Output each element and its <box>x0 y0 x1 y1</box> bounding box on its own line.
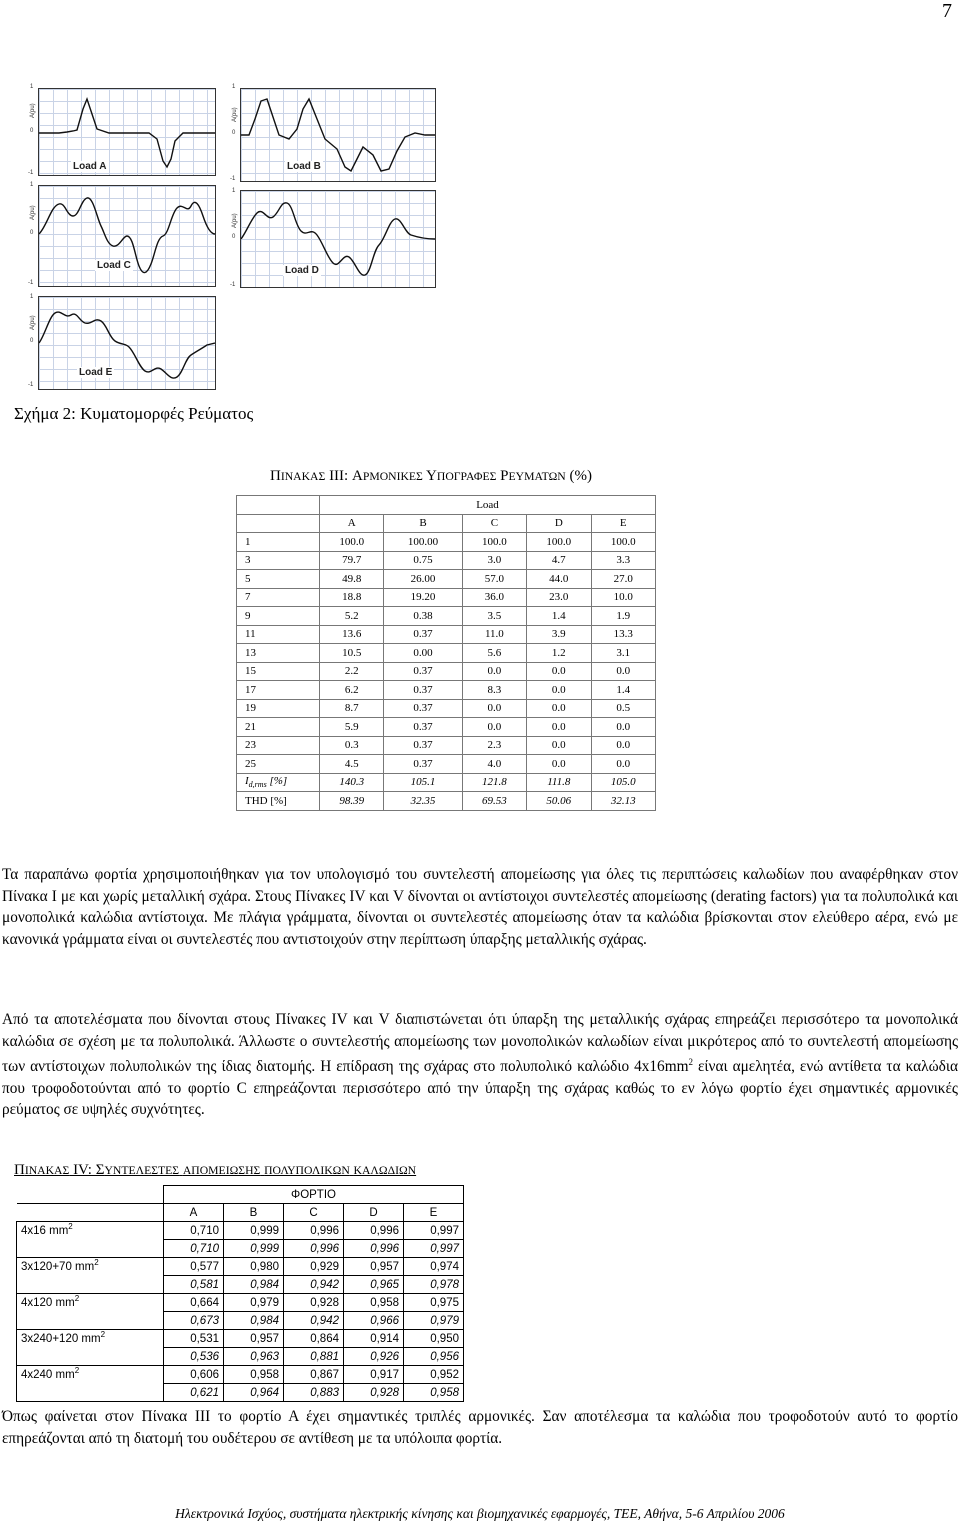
table3-col-c: C <box>462 514 526 533</box>
table-cell: 0.0 <box>527 662 591 681</box>
table-cell: 0,710 <box>164 1222 224 1240</box>
table-cell: 0,996 <box>284 1222 344 1240</box>
table-cell: 5.6 <box>462 644 526 663</box>
table-cell: 100.0 <box>527 533 591 552</box>
table-cell: 0,621 <box>164 1384 224 1402</box>
table3-group-header: Load <box>320 496 656 515</box>
table-cell: 13.6 <box>320 625 384 644</box>
harmonic-order: 9 <box>237 607 320 626</box>
table-cell: 10.5 <box>320 644 384 663</box>
table-cell: 1.4 <box>591 681 655 700</box>
table-cell: 0,957 <box>344 1258 404 1276</box>
table4-col-d: D <box>344 1204 404 1222</box>
ylabel-load-d: A(pu) <box>232 213 238 228</box>
tick-load-e-mid: 0 <box>30 338 34 344</box>
waveform-load-c <box>39 186 215 286</box>
table-cell: 0,864 <box>284 1330 344 1348</box>
table-cell: 0,978 <box>404 1276 464 1294</box>
table-row <box>17 1330 464 1348</box>
table-cell: 0,996 <box>344 1240 404 1258</box>
table-cell: 140.3 <box>320 773 384 792</box>
tick-load-e-top: 1 <box>30 294 34 300</box>
table-cell: 0.37 <box>384 662 462 681</box>
tick-load-c-bottom: -1 <box>28 280 34 286</box>
table-cell: 36.0 <box>462 588 526 607</box>
table4-col-e: E <box>404 1204 464 1222</box>
table-cell: 0,963 <box>224 1348 284 1366</box>
table-cell: 0.0 <box>527 718 591 737</box>
derating-table <box>16 1185 464 1402</box>
table-cell: 0,974 <box>404 1258 464 1276</box>
table-cell: 69.53 <box>462 792 526 811</box>
tick-load-b-mid: 0 <box>232 130 236 136</box>
table-cell: 44.0 <box>527 570 591 589</box>
ylabel-load-a: A(pu) <box>30 103 36 118</box>
table-cell: 1.9 <box>591 607 655 626</box>
table-row <box>17 1294 464 1312</box>
table-cell: 0,958 <box>224 1366 284 1384</box>
waveform-load-d <box>241 191 435 287</box>
tick-load-a-top: 1 <box>30 84 34 90</box>
table-cell: 3.5 <box>462 607 526 626</box>
table-cell: 0,957 <box>224 1330 284 1348</box>
table-cell: 19.20 <box>384 588 462 607</box>
table-cell: 4.7 <box>527 551 591 570</box>
waveform-plot-load-e <box>38 296 216 390</box>
table3-ids-label: $I_{d,rms}$ [%] <box>237 773 320 792</box>
table3-column-header-row <box>237 514 656 533</box>
table-cell: 26.00 <box>384 570 462 589</box>
table-cell: 0,966 <box>344 1312 404 1330</box>
table-cell: 0.0 <box>527 699 591 718</box>
table-cell: 1.4 <box>527 607 591 626</box>
paragraph-2: Από τα αποτελέσματα που δίνονται στους Πίνακες IV και V διαπιστώνεται ότι ύπαρξη της μεταλλικής σχάρας επηρεάζει περισσότερο τα μονοπολικά καλώδια σε σχέση με τα πολυπολικά. Άλλωστε ο συντελεστής απομείωσης των μονοπολικών καλωδίων είναι μικρότερος από το συντελεστή απομείωσης των αντίστοιχων πολυπολικών της ίδιας διατομής. Η επίδραση της σχάρας στο πολυπολικό καλώδιο $4x16mm^2$ είναι αμελητέα, ενώ αντίθετα τα καλώδια που τροφοδοτούνται από το φορτίο C επηρεάζονται περισσότερο από την ύπαρξη της σχάρας καθώς το εν λόγω φορτίο έχει σημαντικές αρμονικές ρεύματος σε υψηλές συχνότητες. <box>2 1011 959 1119</box>
table-cell: 32.35 <box>384 792 462 811</box>
tick-load-d-top: 1 <box>232 188 236 194</box>
table-cell: 0,883 <box>284 1384 344 1402</box>
table3-thd-row <box>237 792 656 811</box>
table-cell: 0,531 <box>164 1330 224 1348</box>
ylabel-load-e: A(pu) <box>30 315 36 330</box>
table-row <box>237 625 656 644</box>
harmonic-order: 15 <box>237 662 320 681</box>
table-cell: 98.39 <box>320 792 384 811</box>
waveform-load-b <box>241 89 435 181</box>
table-row <box>237 551 656 570</box>
ylabel-load-b: A(pu) <box>232 107 238 122</box>
table-cell: 111.8 <box>527 773 591 792</box>
cable-label: 4x120 $mm^2$ <box>17 1294 164 1330</box>
table-cell: 2.3 <box>462 736 526 755</box>
tick-load-d-mid: 0 <box>232 234 236 240</box>
harmonic-order: 3 <box>237 551 320 570</box>
table3-ids-row <box>237 773 656 792</box>
table-cell: 4.5 <box>320 755 384 774</box>
table-cell: 100.0 <box>320 533 384 552</box>
table-cell: 27.0 <box>591 570 655 589</box>
table-cell: 8.7 <box>320 699 384 718</box>
table-cell: 5.2 <box>320 607 384 626</box>
harmonic-order: 23 <box>237 736 320 755</box>
table-cell: 23.0 <box>527 588 591 607</box>
table-row <box>237 588 656 607</box>
tick-load-c-mid: 0 <box>30 230 34 236</box>
table-cell: 3.3 <box>591 551 655 570</box>
tick-load-e-bottom: -1 <box>28 382 34 388</box>
table-cell: 0.0 <box>591 736 655 755</box>
table-cell: 0,710 <box>164 1240 224 1258</box>
tick-load-c-top: 1 <box>30 182 34 188</box>
table-cell: 0,996 <box>284 1240 344 1258</box>
table4-col-a: A <box>164 1204 224 1222</box>
table-cell: 4.0 <box>462 755 526 774</box>
table-row <box>237 736 656 755</box>
table-cell: 105.1 <box>384 773 462 792</box>
table-cell: 0,956 <box>404 1348 464 1366</box>
table-cell: 3.9 <box>527 625 591 644</box>
table-cell: 0.0 <box>527 755 591 774</box>
waveform-plot-load-a <box>38 88 216 176</box>
table-cell: 0,979 <box>404 1312 464 1330</box>
table-cell: 0,997 <box>404 1240 464 1258</box>
table-cell: 49.8 <box>320 570 384 589</box>
table3-col-e: E <box>591 514 655 533</box>
table-row <box>17 1258 464 1276</box>
table-cell: 0.0 <box>462 699 526 718</box>
cable-label: 3x120+70 $mm^2$ <box>17 1258 164 1294</box>
table-cell: 0.37 <box>384 755 462 774</box>
harmonic-order: 17 <box>237 681 320 700</box>
table-cell: 0,673 <box>164 1312 224 1330</box>
table-cell: 0,999 <box>224 1222 284 1240</box>
table-cell: 50.06 <box>527 792 591 811</box>
table3-thd-label: THD [%] <box>237 792 320 811</box>
table-cell: 0,867 <box>284 1366 344 1384</box>
table-cell: 32.13 <box>591 792 655 811</box>
table-cell: 0.0 <box>591 755 655 774</box>
table-cell: 0.0 <box>462 662 526 681</box>
figure-caption: Σχήμα 2: Κυματομορφές Ρεύματος <box>14 404 254 423</box>
table-cell: 0,928 <box>284 1294 344 1312</box>
table-cell: 2.2 <box>320 662 384 681</box>
table-cell: 0,942 <box>284 1312 344 1330</box>
table-cell: 100.0 <box>462 533 526 552</box>
harmonic-order: 11 <box>237 625 320 644</box>
table-row <box>237 607 656 626</box>
table-cell: 0,926 <box>344 1348 404 1366</box>
plot-label-load-c: Load C <box>97 260 131 271</box>
paragraph-3: Όπως φαίνεται στον Πίνακα ΙΙΙ το φορτίο Α έχει σημαντικές τριπλές αρμονικές. Σαν αποτέλεσμα τα καλώδια που τροφοδοτούν αυτό το φορτίο επηρεάζονται από τη διατομή του ουδέτερου σε αντίθεση με τα υπόλοιπα φορτία. <box>2 1408 958 1447</box>
table-cell: 0.37 <box>384 699 462 718</box>
table-cell: 0.37 <box>384 681 462 700</box>
table-cell: 79.7 <box>320 551 384 570</box>
table-cell: 0.0 <box>591 718 655 737</box>
table4-title: ΠΙΝΑΚΑΣ IV: ΣΥΝΤΕΛΕΣΤΕΣ ΑΠΟΜΕΙΩΣΗΣ ΠΟΛΥΠΟΛΙΚΩΝ ΚΑΛΩΔΙΩΝ <box>14 1162 417 1178</box>
table-cell: 6.2 <box>320 681 384 700</box>
table-cell: 0.5 <box>591 699 655 718</box>
table3-col-d: D <box>527 514 591 533</box>
table-cell: 0,984 <box>224 1276 284 1294</box>
table-cell: 105.0 <box>591 773 655 792</box>
table-cell: 3.0 <box>462 551 526 570</box>
table-cell: 0,996 <box>344 1222 404 1240</box>
table3-title: ΠΙΝΑΚΑΣ III: ΑΡΜΟΝΙΚΕΣ ΥΠΟΓΡΑΦΕΣ ΡΕΥΜΑΤΩΝ (%) <box>270 468 592 484</box>
tick-load-b-bottom: -1 <box>230 176 236 182</box>
page-footer: Ηλεκτρονικά Ισχύος, συστήματα ηλεκτρικής κίνησης και βιομηχανικές εφαρμογές, ΤΕΕ, Αθήνα, 5-6 Απριλίου 2006 <box>175 1506 785 1521</box>
table-row <box>17 1366 464 1384</box>
tick-load-a-mid: 0 <box>30 128 34 134</box>
table-cell: 0.3 <box>320 736 384 755</box>
table-row <box>237 533 656 552</box>
table-row <box>237 699 656 718</box>
harmonic-order: 19 <box>237 699 320 718</box>
table-cell: 0.37 <box>384 718 462 737</box>
table-cell: 8.3 <box>462 681 526 700</box>
table-cell: 3.1 <box>591 644 655 663</box>
table-cell: 0,999 <box>224 1240 284 1258</box>
table-cell: 1.2 <box>527 644 591 663</box>
table-cell: 0.37 <box>384 736 462 755</box>
plot-label-load-d: Load D <box>285 265 319 276</box>
table4-column-header-row <box>17 1204 464 1222</box>
table3-col-b: B <box>384 514 462 533</box>
table-cell: 0,980 <box>224 1258 284 1276</box>
tick-load-b-top: 1 <box>232 84 236 90</box>
plot-label-load-e: Load E <box>79 367 113 378</box>
table-cell: 0,942 <box>284 1276 344 1294</box>
table-cell: 0.75 <box>384 551 462 570</box>
table-row <box>17 1222 464 1240</box>
table-row <box>237 755 656 774</box>
table-cell: 57.0 <box>462 570 526 589</box>
harmonics-table <box>236 495 656 811</box>
table4-group-header: ΦΟΡΤΙΟ <box>164 1186 464 1204</box>
table-cell: 5.9 <box>320 718 384 737</box>
tick-load-d-bottom: -1 <box>230 282 236 288</box>
table4-group-header-row <box>17 1186 464 1204</box>
table-cell: 0.0 <box>527 681 591 700</box>
table-cell: 0,664 <box>164 1294 224 1312</box>
waveform-plot-load-d <box>240 190 436 288</box>
table-cell: 0.37 <box>384 625 462 644</box>
tick-load-a-bottom: -1 <box>28 170 34 176</box>
waveform-load-e <box>39 297 215 389</box>
table-cell: 0,606 <box>164 1366 224 1384</box>
ylabel-load-c: A(pu) <box>30 205 36 220</box>
table-cell: 0,958 <box>344 1294 404 1312</box>
harmonic-order: 25 <box>237 755 320 774</box>
table-row <box>237 644 656 663</box>
table-cell: 0,997 <box>404 1222 464 1240</box>
table-cell: 100.00 <box>384 533 462 552</box>
table-row <box>237 718 656 737</box>
table-cell: 0,952 <box>404 1366 464 1384</box>
table-cell: 0.0 <box>591 662 655 681</box>
harmonic-order: 21 <box>237 718 320 737</box>
table-cell: 0,950 <box>404 1330 464 1348</box>
table-cell: 0,975 <box>404 1294 464 1312</box>
table-cell: 10.0 <box>591 588 655 607</box>
waveform-plot-load-b <box>240 88 436 182</box>
cable-label: 4x16 $mm^2$ <box>17 1222 164 1258</box>
table-cell: 0,929 <box>284 1258 344 1276</box>
harmonic-order: 1 <box>237 533 320 552</box>
waveform-plot-load-c <box>38 185 216 287</box>
table-cell: 0,536 <box>164 1348 224 1366</box>
table-cell: 0,984 <box>224 1312 284 1330</box>
table-cell: 0,958 <box>404 1384 464 1402</box>
waveform-load-a <box>39 89 215 175</box>
table-cell: 0.00 <box>384 644 462 663</box>
cable-label: 3x240+120 $mm^2$ <box>17 1330 164 1366</box>
table4-col-b: B <box>224 1204 284 1222</box>
table-cell: 0,881 <box>284 1348 344 1366</box>
table-cell: 13.3 <box>591 625 655 644</box>
table-cell: 121.8 <box>462 773 526 792</box>
harmonic-order: 5 <box>237 570 320 589</box>
table-cell: 0,979 <box>224 1294 284 1312</box>
table-cell: 0,914 <box>344 1330 404 1348</box>
table-cell: 0,964 <box>224 1384 284 1402</box>
table-cell: 11.0 <box>462 625 526 644</box>
table-cell: 0,577 <box>164 1258 224 1276</box>
table-cell: 18.8 <box>320 588 384 607</box>
table-row <box>237 681 656 700</box>
table-cell: 0.38 <box>384 607 462 626</box>
page-number: 7 <box>942 0 952 22</box>
table-cell: 0.0 <box>527 736 591 755</box>
table-row <box>237 662 656 681</box>
table3-group-header-row <box>237 496 656 515</box>
table-cell: 0.0 <box>462 718 526 737</box>
table-cell: 0,965 <box>344 1276 404 1294</box>
table4-col-c: C <box>284 1204 344 1222</box>
table-cell: 0,581 <box>164 1276 224 1294</box>
table-cell: 0,917 <box>344 1366 404 1384</box>
harmonic-order: 13 <box>237 644 320 663</box>
cable-label: 4x240 $mm^2$ <box>17 1366 164 1402</box>
plot-label-load-a: Load A <box>73 161 107 172</box>
plot-label-load-b: Load B <box>287 161 321 172</box>
table3-col-a: A <box>320 514 384 533</box>
paragraph-1: Τα παραπάνω φορτία χρησιμοποιήθηκαν για τον υπολογισμό του συντελεστή απομείωσης για όλες τις περιπτώσεις καλωδίων που αναφέρθηκαν στον Πίνακα Ι με και χωρίς μεταλλική σχάρα. Στους Πίνακες IV και V δίνονται οι αντίστοιχοι συντελεστές απομείωσης (derating factors) για τα πολυπολικά και μονοπολικά καλώδια αντίστοιχα. Με πλάγια γράμματα, δίνονται οι συντελεστές απομείωσης όταν τα καλώδια βρίσκονται στον ελεύθερο αέρα, ενώ με κανονικά γράμματα είναι οι συντελεστές που αντιστοιχούν στην περίπτωση ύπαρξης μεταλλικής σχάρας. <box>2 866 958 948</box>
harmonic-order: 7 <box>237 588 320 607</box>
table-cell: 100.0 <box>591 533 655 552</box>
table-cell: 0,928 <box>344 1384 404 1402</box>
table-row <box>237 570 656 589</box>
